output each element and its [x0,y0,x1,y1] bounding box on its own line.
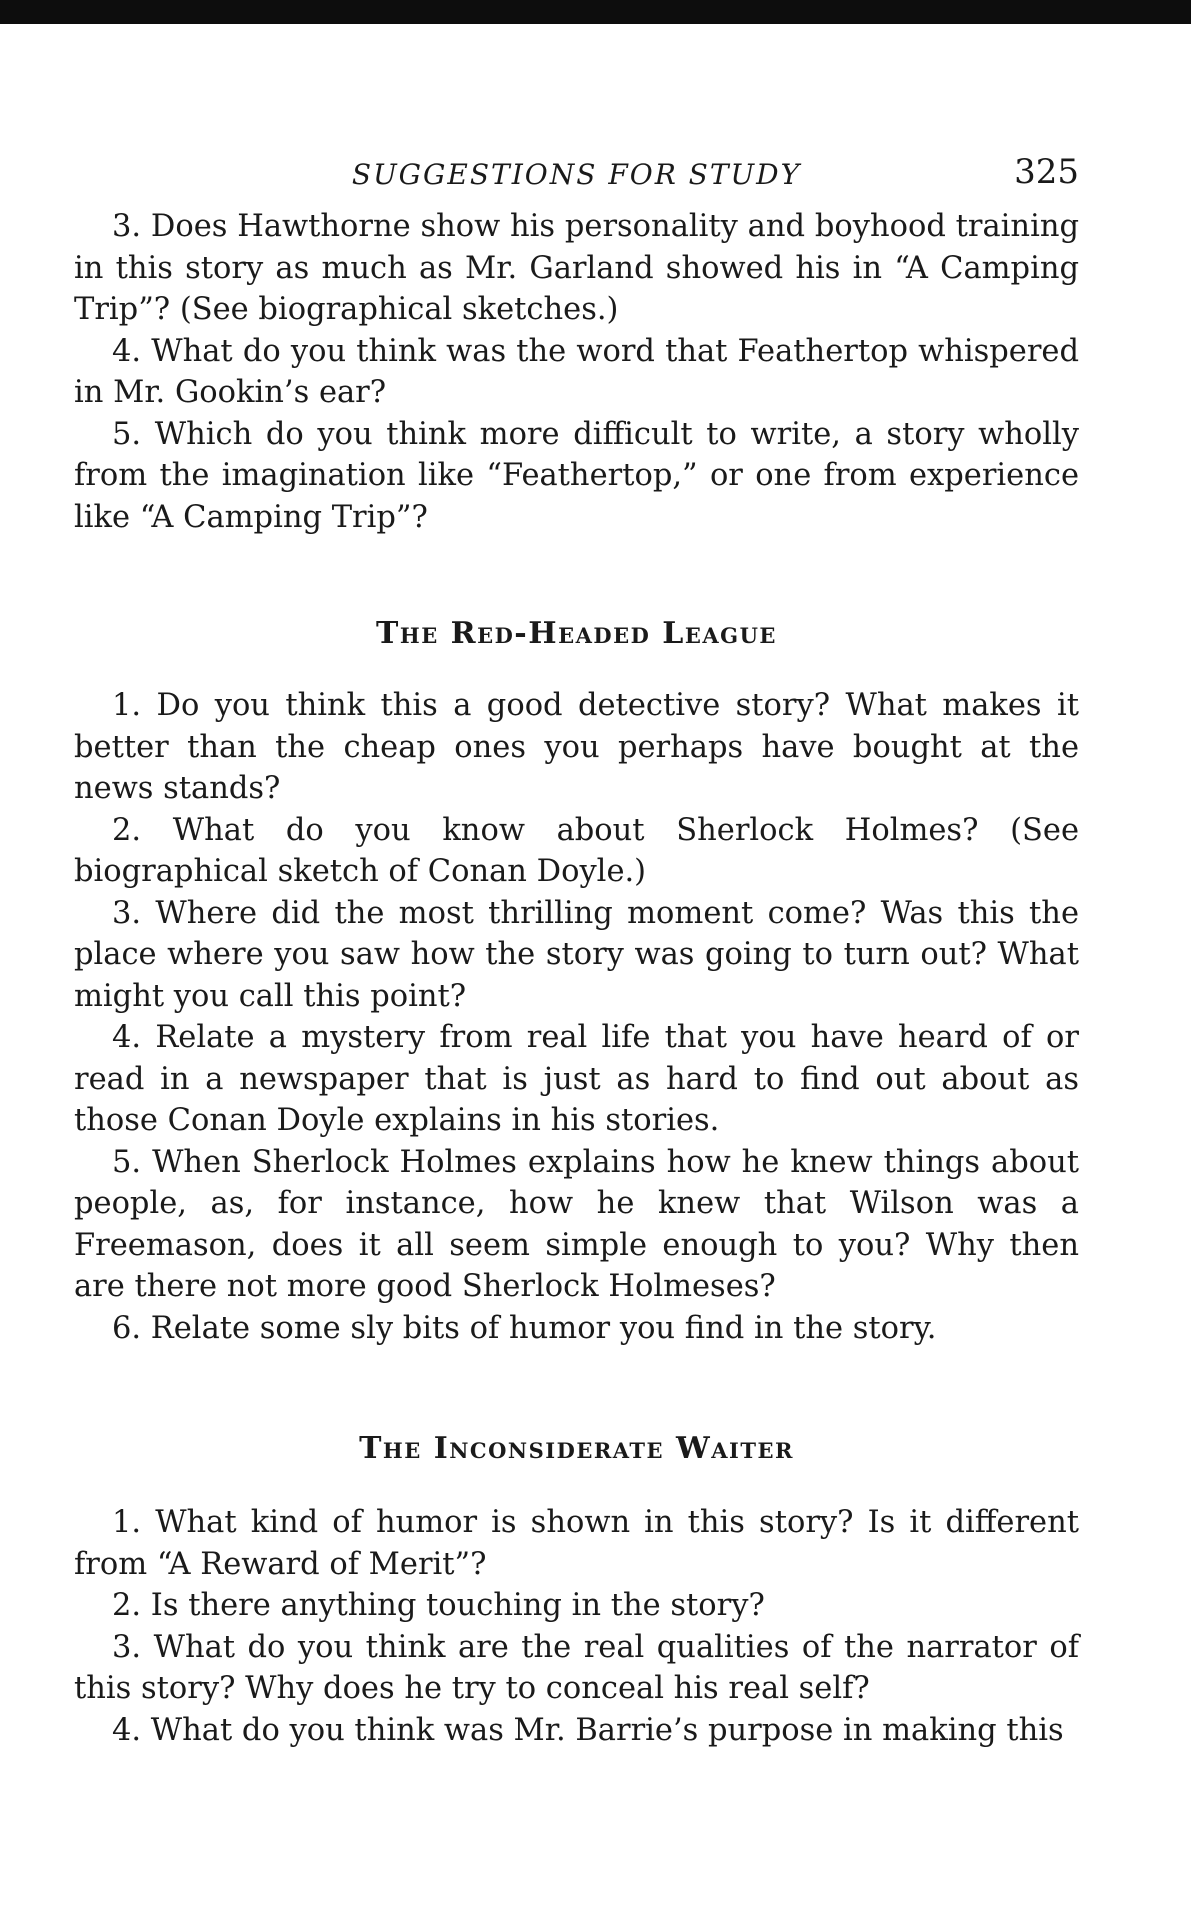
page-number: 325 [1014,152,1079,192]
section-heading-inconsiderate-waiter: The Inconsiderate Waiter [359,1431,794,1466]
question-paragraph: 2. What do you know about Sherlock Holmes? (See biographical sketch of Conan Doyle.) [74,812,1079,889]
question-paragraph: 3. What do you think are the real qualities of the narrator of this story? Why does he try to conceal his real self? [74,1629,1079,1706]
question-paragraph: 2. Is there anything touching in the story? [112,1588,765,1623]
question-paragraph: 4. What do you think was Mr. Barrie’s purpose in making this [112,1712,1064,1748]
running-title: SUGGESTIONS FOR STUDY [351,158,802,191]
question-paragraph: 3. Where did the most thrilling moment come? Was this the place where you saw how the story was going to turn out? What might you call this point? [74,895,1079,1014]
page-top-border [0,0,1191,24]
question-paragraph: 3. Does Hawthorne show his personality and boyhood training in this story as much as Mr. Garland showed his in “A Camping Trip”? (See biographical sketches.) [74,209,1079,327]
question-paragraph: 1. What kind of humor is shown in this story? Is it different from “A Reward of Merit”? [74,1505,1079,1582]
question-paragraph: 5. When Sherlock Holmes explains how he knew things about people, as, for instance, how he knew that Wilson was a Freemason, does it all seem simple enough to you? Why then are there not more good Sherlock Holmeses? [74,1144,1079,1304]
book-page [74,150,1079,1751]
question-paragraph: 5. Which do you think more difficult to write, a story wholly from the imagination like “Feathertop,” or one from experience like “A Camping Trip”? [74,416,1079,535]
question-paragraph: 1. Do you think this a good detective story? What makes it better than the cheap ones you perhaps have bought at the news stands? [74,688,1079,806]
question-paragraph: 6. Relate some sly bits of humor you find in the story. [112,1310,937,1346]
question-paragraph: 4. Relate a mystery from real life that you have heard of or read in a newspaper that is just as hard to find out about as those Conan Doyle explains in his stories. [74,1020,1079,1138]
question-paragraph: 4. What do you think was the word that Feathertop whispered in Mr. Gookin’s ear? [74,333,1079,410]
section-heading-red-headed-league: The Red-Headed League [376,616,777,651]
running-header [74,150,1079,206]
